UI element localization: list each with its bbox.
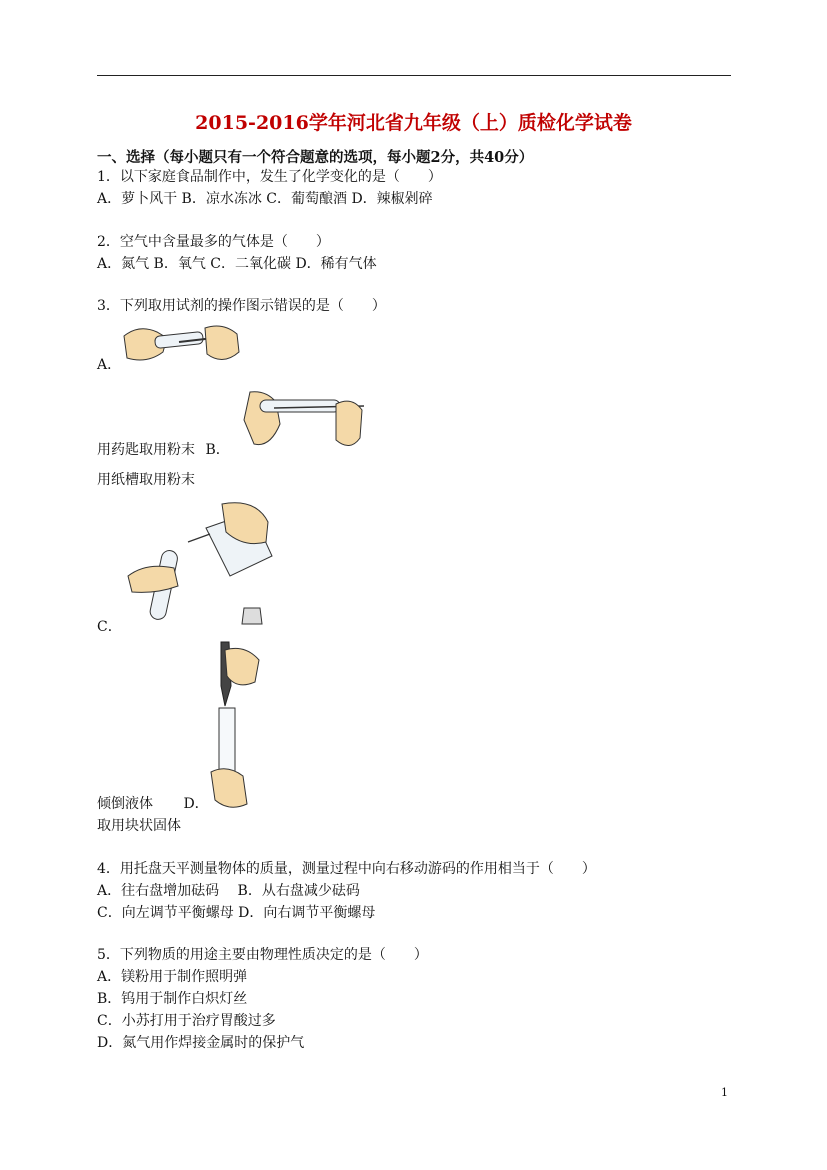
q2-options: A．氮气 B．氧气 C．二氧化碳 D．稀有气体 — [97, 256, 377, 272]
q5-option-d: D．氮气用作焊接金属时的保护气 — [97, 1035, 305, 1051]
q3-stem: 3．下列取用试剂的操作图示错误的是（ ） — [97, 298, 386, 314]
q1-stem: 1．以下家庭食品制作中，发生了化学变化的是（ ） — [97, 169, 442, 185]
q3-option-c-caption — [97, 793, 209, 813]
exam-title: 2015-2016学年河北省九年级（上）质检化学试卷 — [195, 112, 632, 134]
q5-option-a: A．镁粉用于制作照明弹 — [97, 969, 248, 985]
q1-options: A．萝卜风干 B．凉水冻冰 C．葡萄酿酒 D．辣椒剁碎 — [97, 191, 433, 207]
q2-stem: 2．空气中含量最多的气体是（ ） — [97, 234, 330, 250]
section-heading: 一、选择（每小题只有一个符合题意的选项，每小题2分，共40分） — [97, 149, 534, 166]
q4-options-cd: C．向左调节平衡螺母 D．向右调节平衡螺母 — [97, 905, 376, 921]
q5-option-b: B．钨用于制作白炽灯丝 — [97, 991, 248, 1007]
q3-option-c-label: C． — [97, 619, 122, 635]
q3-option-b-label: B． — [205, 442, 230, 458]
header-rule — [97, 75, 731, 76]
page-number: 1 — [721, 1086, 728, 1099]
figure-spatula-powder — [119, 318, 244, 370]
q3-b-caption: 用纸槽取用粉末 — [97, 472, 195, 488]
q3-option-a-caption — [97, 439, 230, 459]
q3-option-a-label: A． — [97, 357, 122, 373]
q3-d-caption: 取用块状固体 — [97, 818, 181, 834]
figure-pouring-liquid — [126, 498, 276, 628]
q3-c-caption: 倾倒液体 — [97, 796, 153, 812]
q4-options-ab: A．往右盘增加砝码 B．从右盘减少砝码 — [97, 883, 360, 899]
q5-option-c: C．小苏打用于治疗胃酸过多 — [97, 1013, 276, 1029]
figure-paper-trough — [240, 390, 366, 452]
q5-stem: 5．下列物质的用途主要由物理性质决定的是（ ） — [97, 947, 428, 963]
q3-option-d-label: D． — [183, 796, 209, 812]
q4-stem: 4．用托盘天平测量物体的质量，测量过程中向右移动游码的作用相当于（ ） — [97, 861, 596, 877]
q3-a-caption: 用药匙取用粉末 — [97, 442, 195, 458]
figure-dropper-cylinder — [207, 640, 267, 810]
